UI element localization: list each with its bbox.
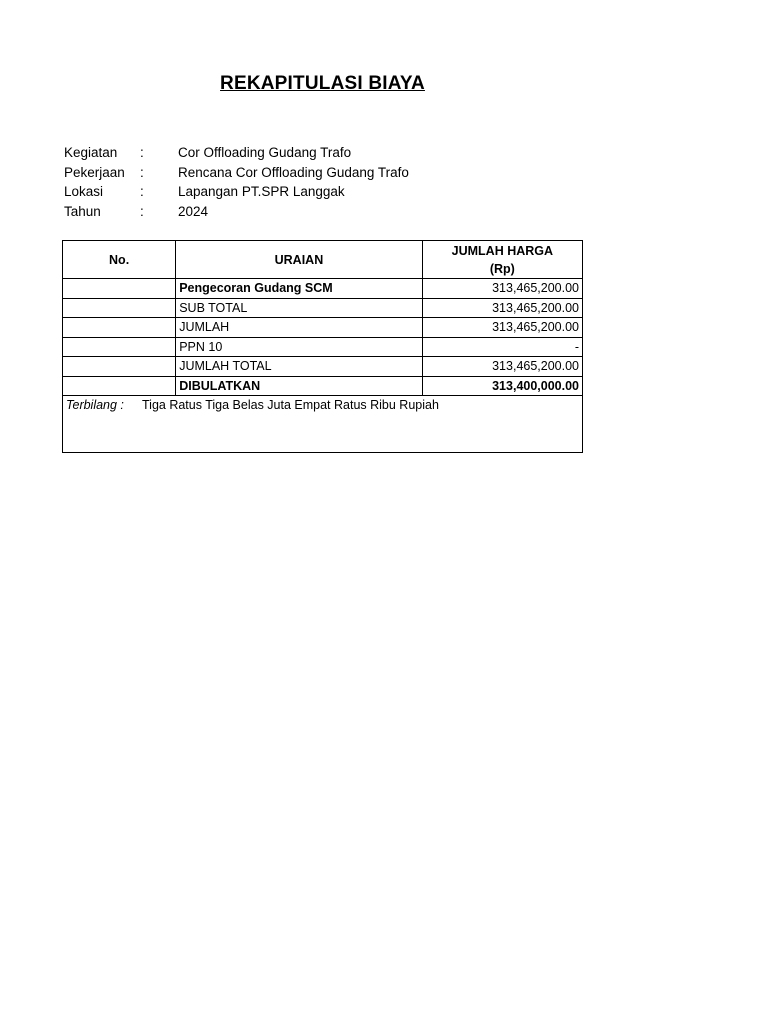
- page-title: REKAPITULASI BIAYA: [220, 73, 425, 94]
- row-no: [63, 298, 176, 318]
- row-harga: 313,465,200.00: [422, 357, 582, 377]
- project-info: [64, 143, 409, 221]
- info-colon: :: [140, 145, 144, 160]
- info-value: 2024: [178, 203, 209, 219]
- info-colon: :: [140, 184, 144, 199]
- header-jumlah-harga: [422, 241, 582, 279]
- cost-table: [62, 240, 583, 453]
- table-row: [63, 337, 583, 357]
- row-uraian: SUB TOTAL: [176, 298, 422, 318]
- row-harga: -: [422, 337, 582, 357]
- info-row-lokasi: [64, 182, 409, 202]
- info-label: Pekerjaan: [64, 164, 125, 180]
- header-no: No.: [63, 241, 176, 279]
- row-uraian: DIBULATKAN: [176, 376, 422, 396]
- row-no: [63, 376, 176, 396]
- header-uraian: URAIAN: [176, 241, 422, 279]
- terbilang-cell: [63, 396, 583, 453]
- row-no: [63, 279, 176, 299]
- info-colon: :: [140, 164, 144, 180]
- row-harga: 313,400,000.00: [422, 376, 582, 396]
- info-label: Kegiatan: [64, 145, 118, 160]
- row-no: [63, 337, 176, 357]
- row-uraian: JUMLAH TOTAL: [176, 357, 422, 377]
- table-header-row: [63, 241, 583, 279]
- terbilang-label: Terbilang :: [66, 398, 124, 412]
- table-row: [63, 357, 583, 377]
- table-row: [63, 318, 583, 338]
- row-no: [63, 357, 176, 377]
- row-harga: 313,465,200.00: [422, 279, 582, 299]
- info-colon: :: [140, 203, 144, 219]
- table-row: [63, 279, 583, 299]
- info-value: Lapangan PT.SPR Langgak: [178, 184, 345, 199]
- info-row-pekerjaan: [64, 163, 409, 183]
- info-label: Lokasi: [64, 184, 104, 199]
- table-row: [63, 298, 583, 318]
- row-uraian: JUMLAH: [176, 318, 422, 338]
- row-no: [63, 318, 176, 338]
- row-uraian: Pengecoran Gudang SCM: [176, 279, 422, 299]
- terbilang-value: Tiga Ratus Tiga Belas Juta Empat Ratus Ribu Rupiah: [142, 398, 439, 412]
- terbilang-row: [63, 396, 583, 453]
- info-label: Tahun: [64, 203, 101, 219]
- row-harga: 313,465,200.00: [422, 298, 582, 318]
- table-row: [63, 376, 583, 396]
- header-jumlah-harga-line2: (Rp): [489, 261, 515, 276]
- info-value: Rencana Cor Offloading Gudang Trafo: [178, 164, 409, 180]
- info-value: Cor Offloading Gudang Trafo: [178, 145, 352, 160]
- info-row-tahun: [64, 202, 409, 222]
- info-row-kegiatan: [64, 143, 409, 163]
- row-harga: 313,465,200.00: [422, 318, 582, 338]
- header-jumlah-harga-line1: JUMLAH HARGA: [451, 243, 554, 258]
- row-uraian: PPN 10: [176, 337, 422, 357]
